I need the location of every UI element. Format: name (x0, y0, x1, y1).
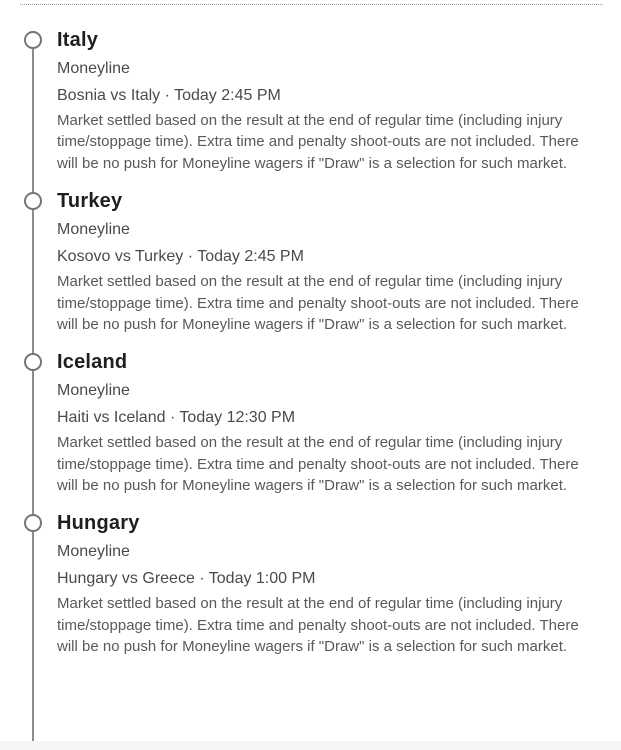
selection-circle-icon (24, 514, 42, 532)
bet-leg-iceland (0, 350, 621, 496)
market-type: Moneyline (57, 382, 130, 400)
market-rules: Market settled based on the result at the end of regular time (including injury time/stoppage time). Extra time and penalty shoot-outs are not included. There will be no push for Moneyline wagers if "Draw" is a selection for such market. (57, 595, 579, 656)
market-type: Moneyline (57, 60, 130, 77)
market-rules: Market settled based on the result at the end of regular time (including injury time/stoppage time). Extra time and penalty shoot-outs are not included. There will be no push for Moneyline wagers if "Draw" is a selection for such market. (57, 434, 579, 494)
selection-circle-icon (24, 353, 42, 371)
selection-name: Italy (57, 29, 99, 51)
bet-leg-hungary (0, 511, 621, 657)
event-info: Kosovo vs Turkey · Today 2:45 PM (57, 247, 304, 265)
event-info: Hungary vs Greece · Today 1:00 PM (57, 569, 316, 587)
market-rules: Market settled based on the result at the end of regular time (including injury time/stoppage time). Extra time and penalty shoot-outs are not included. There will be no push for Moneyline wagers if "Draw" is a selection for such market. (57, 273, 579, 333)
selection-circle-icon (24, 192, 42, 210)
event-info: Bosnia vs Italy · Today 2:45 PM (57, 86, 281, 104)
market-rules: Market settled based on the result at the end of regular time (including injury time/stoppage time). Extra time and penalty shoot-outs are not included. There will be no push for Moneyline wagers if "Draw" is a selection for such market. (57, 112, 579, 172)
bet-leg-turkey (0, 189, 621, 335)
market-type: Moneyline (57, 221, 130, 239)
market-type: Moneyline (57, 543, 130, 561)
event-info: Haiti vs Iceland · Today 12:30 PM (57, 408, 296, 426)
selection-circle-icon (24, 31, 42, 49)
selection-name: Turkey (57, 190, 123, 213)
selection-name: Iceland (57, 351, 128, 374)
bet-leg-italy (0, 28, 621, 174)
selection-name: Hungary (57, 512, 140, 535)
bet-legs-timeline (0, 5, 621, 750)
